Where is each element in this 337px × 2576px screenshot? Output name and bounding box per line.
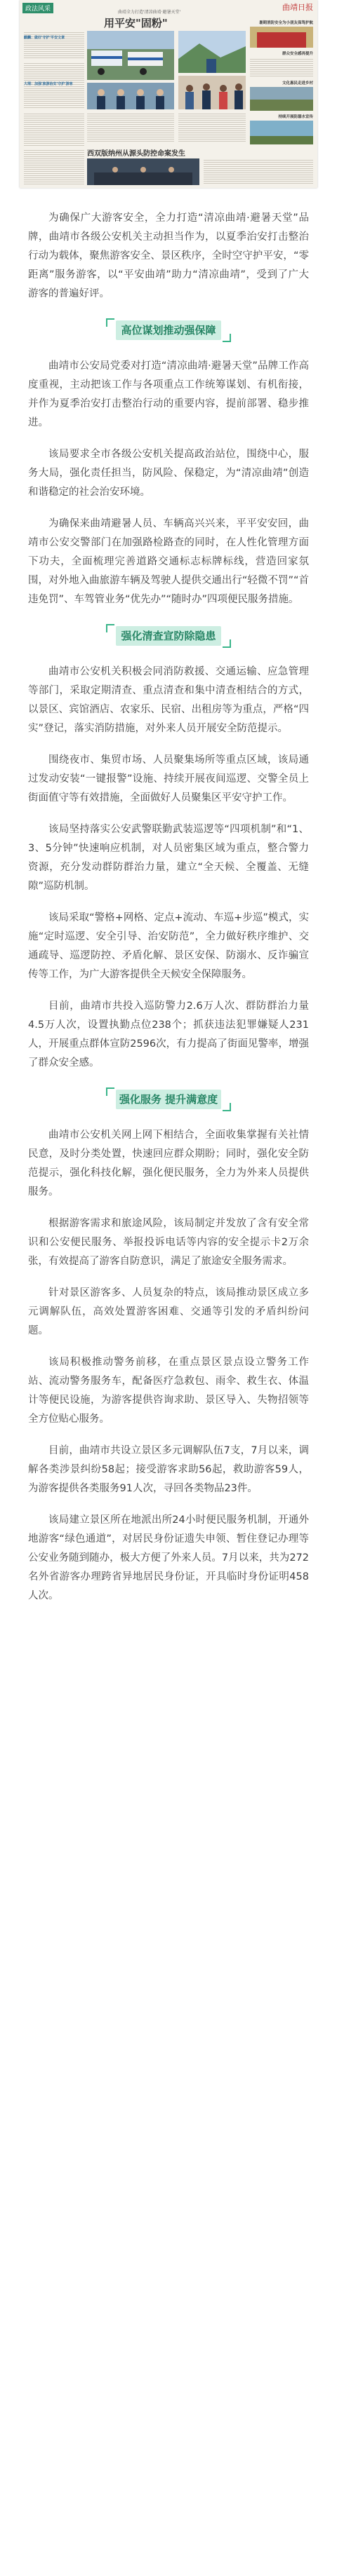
newspaper-masthead: 曲靖日报	[282, 3, 313, 12]
corner-bracket-icon	[106, 1087, 114, 1096]
paragraph: 根据游客需求和旅途风险，该局制定并发放了含有安全常识和公安便民服务、举报投诉电话等内容的安全提示卡2万余张，有效提高了游客自防意识，满足了旅途安全服务需求。	[28, 1218, 309, 1267]
paragraph: 该局坚持落实公安武警联勤武装巡逻等“四项机制”和“1、3、5分钟”快速响应机制，对人员密集区域为重点，整合警力资源，充分发动群防群治力量，建立“全天候、全覆盖、无缝隙”巡防机制。	[28, 824, 309, 892]
section-title-text: 高位谋划推动强保障	[121, 324, 216, 337]
left-label-1: 麒麟：做好'守护'平安文章	[24, 36, 65, 40]
left-label-2: 大理：加强'旅游治安'守护'游客	[24, 82, 73, 86]
paragraph: 该局积极推动警务前移，在重点景区景点设立警务工作站、流动警务服务车，配备医疗急救包、雨伞、救生衣、体温计等便民设施，为游客提供咨询求助、景区导入、失物招领等全方位贴心服务。	[28, 1357, 309, 1425]
section-title-1	[116, 320, 221, 340]
corner-bracket-icon	[106, 318, 114, 327]
news-photo-water	[250, 121, 313, 144]
paragraph: 曲靖市公安机关积极会同消防救援、交通运输、应急管理等部门，采取定期清查、重点清查和集中清查相结合的方式，以景区、宾馆酒店、农家乐、民宿、出租房等为重点，严格“四实”登记，落实消防措施，对外来人员开展安全防范提示。	[28, 666, 309, 734]
news-photo-police-vehicles	[87, 31, 174, 80]
intro-paragraph: 为确保广大游客安全，全力打造“清凉曲靖·避暑天堂”品牌，曲靖市各级公安机关主动担当作为，以夏季治安打击整治行动为载体，聚焦游客安全、景区秩序，全时空守护平安，“零距离”服务游客，以“平安曲靖”助力“清凉曲靖”，受到了广大游客的普遍好评。	[28, 212, 309, 299]
right-headline-2: 群众安全感再提升	[282, 52, 313, 56]
news-photo-village	[250, 87, 313, 111]
right-headline-1: 暑期消防安全为小朋友保驾护航	[258, 21, 313, 25]
article-body	[0, 209, 337, 1606]
paragraph: 针对景区游客多、人员复杂的特点，该局推动景区成立多元调解队伍，高效处置游客困难、交通等引发的矛盾纠纷问题。	[28, 1287, 309, 1336]
news-photo-meeting	[87, 158, 199, 185]
section-title-text: 强化服务 提升满意度	[119, 1093, 218, 1106]
paragraph: 目前，曲靖市共投入巡防警力2.6万人次、群防群治力量4.5万人次，设置执勤点位238个；抓获违法犯罪嫌疑人231人，开展重点群体宣防2596次，有力提高了街面见警率，增强了群众安全感。	[28, 1001, 309, 1069]
column-badge: 政法风采	[22, 3, 53, 13]
news-photo-scenic	[178, 31, 246, 73]
paragraph: 该局要求全市各级公安机关提高政治站位，围绕中心，服务大局，强化责任担当，防风险、保稳定，为“清凉曲靖”创造和谐稳定的社会治安环境。	[28, 449, 309, 498]
news-photo-fire-safety	[250, 27, 313, 48]
corner-bracket-icon	[106, 624, 114, 632]
section-title-text: 强化清查宣防除隐患	[121, 630, 216, 642]
article-text-block	[87, 112, 174, 143]
newspaper-subtitle: 曲靖全力打造'清凉曲靖·避暑天堂'	[118, 10, 181, 15]
newspaper-page-image	[20, 0, 317, 188]
paragraph: 该局建立景区所在地派出所24小时便民服务机制，开通外地游客“绿色通道”，对居民身份证遗失申领、暂住登记办理等公安业务随到随办，极大方便了外来人员。7月以来，共为272名外省游客办理跨省异地居民身份证，开具临时身份证明458人次。	[28, 1514, 309, 1601]
paragraph: 目前，曲靖市共设立景区多元调解队伍7支，7月以来，调解各类涉景纠纷58起；接受游客求助56起，救助游客59人，为游客提供各类服务91人次，寻回各类物品23件。	[28, 1445, 309, 1494]
paragraph: 该局采取“警格+网格、定点+流动、车巡+步巡”模式，实施“定时巡逻、安全引导、治安防范”，全力做好秩序维护、交通疏导、巡逻防控、矛盾化解、景区安保、防溺水、反诈骗宣传等工作，为广大游客提供全天候安全保障服务。	[28, 912, 309, 980]
section-title-2	[116, 626, 221, 646]
news-photo-officers	[87, 83, 174, 109]
news-photo-crowd	[178, 76, 246, 109]
article-text-block	[250, 57, 313, 77]
paragraph: 曲靖市公安局党委对打造“清凉曲靖·避暑天堂”品牌工作高度重视，主动把该工作与各项重点工作统筹谋划、有机衔接，并作为夏季治安打击整治行动的重要内容，提前部署、稳步推进。	[28, 360, 309, 428]
section-title-3	[116, 1090, 221, 1109]
newspaper-headline: 用平安"固粉"	[104, 17, 168, 29]
article-text-block	[24, 149, 84, 185]
corner-bracket-icon	[223, 639, 231, 648]
right-headline-3: 文化惠民走进乡村	[282, 81, 313, 86]
paragraph: 曲靖市公安机关网上网下相结合，全面收集掌握有关社情民意，及时分类处置，快速回应群众期盼；同时，强化安全防范提示，强化科技化解，强化便民服务，全力为外来人员提供服务。	[28, 1130, 309, 1198]
article-text-block	[24, 112, 84, 146]
paragraph: 为确保来曲靖避暑人员、车辆高兴兴来，平平安安回，曲靖市公安交警部门在加强路检路查的同时，在人性化管理方面下功夫，全面梳理完善道路交通标志标牌标线，营造回家氛围，对外地入曲旅游车辆及驾驶人提供交通出行“轻微不罚”“首违免罚”、车驾管业务“优先办”“随时办”四项便民服务措施。	[28, 518, 309, 605]
corner-bracket-icon	[223, 1103, 231, 1111]
paragraph: 围绕夜市、集贸市场、人员聚集场所等重点区域，该局通过发动安装“一键报警”设施、持续开展夜间巡逻、交警全员上街面值守等有效措施，全面做好人员聚集区平安守护工作。	[28, 754, 309, 804]
bottom-headline: 西双版纳州从源头防控命案发生	[87, 150, 185, 158]
article-text-block	[204, 158, 313, 185]
right-headline-4: 持续开展防溺水宣传	[278, 115, 313, 119]
corner-bracket-icon	[223, 334, 231, 342]
article-text-block	[178, 112, 246, 143]
